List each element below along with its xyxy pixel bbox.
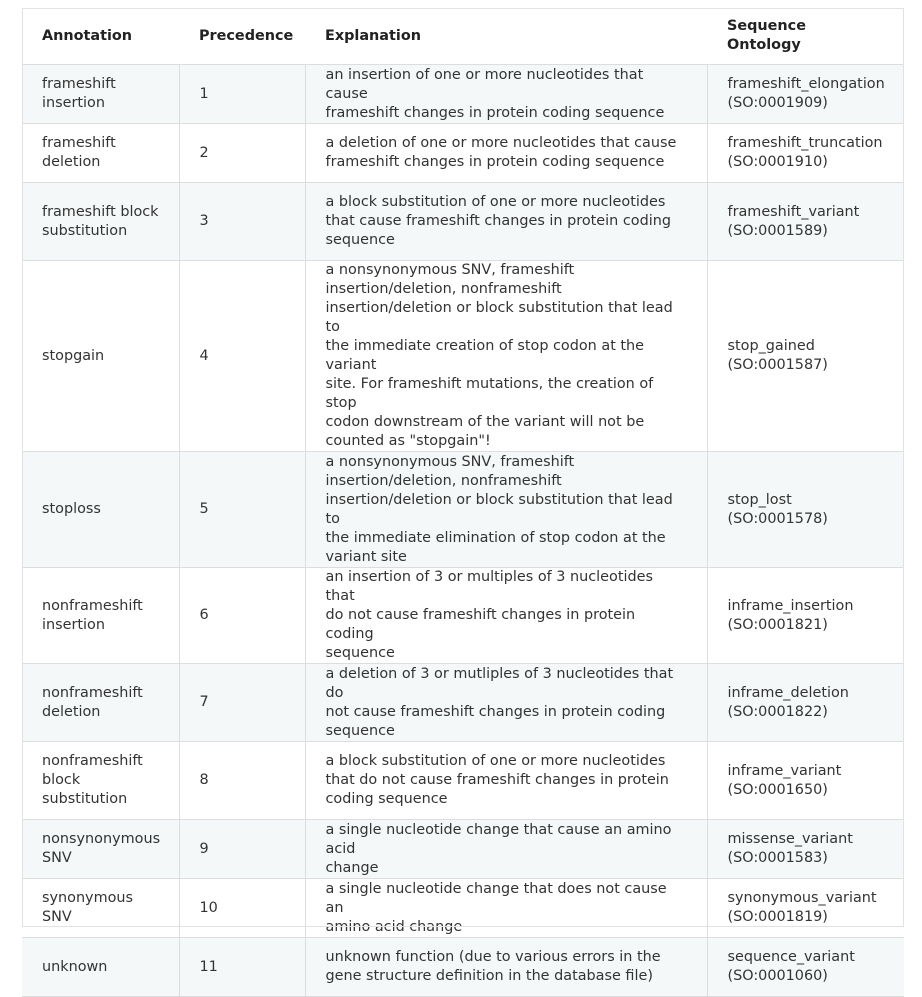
table-row	[22, 452, 904, 568]
annotation-cell-line: SNV	[42, 909, 72, 925]
precedence-cell	[179, 820, 305, 879]
explanation-cell-line: a block substitution of one or more nucleotides	[325, 194, 666, 210]
sequence-ontology-cell	[707, 65, 904, 124]
sequence-ontology-cell	[707, 124, 904, 183]
annotation-cell	[22, 261, 179, 452]
explanation-cell-line: unknown function (due to various errors in the	[325, 949, 661, 965]
precedence-cell	[179, 261, 305, 452]
sequence-ontology-cell	[707, 742, 904, 820]
sequence-ontology-cell	[707, 938, 904, 997]
sequence-ontology-cell-line: stop_gained	[727, 338, 815, 354]
sequence-ontology-cell-line: frameshift_truncation	[727, 135, 883, 151]
precedence-cell-value: 7	[199, 694, 209, 710]
precedence-cell-value: 11	[199, 958, 218, 975]
table-row	[22, 742, 904, 820]
explanation-cell	[305, 879, 707, 938]
explanation-cell-line: sequence	[325, 232, 395, 248]
annotation-cell-line: block	[42, 772, 81, 788]
explanation-cell-line: that do not cause frameshift changes in protein	[325, 772, 669, 788]
sequence-ontology-cell	[707, 183, 904, 261]
explanation-cell-line: amino acid change	[325, 918, 463, 935]
header-explanation: Explanation	[305, 8, 707, 65]
annotation-cell	[22, 879, 179, 938]
sequence-ontology-cell-line: (SO:0001589)	[727, 222, 828, 239]
sequence-ontology-cell	[707, 452, 904, 568]
explanation-cell-line: a block substitution of one or more nucleotides	[325, 753, 666, 769]
annotation-table	[22, 8, 904, 997]
explanation-cell-line: frameshift changes in protein coding sequence	[325, 154, 665, 170]
sequence-ontology-cell	[707, 820, 904, 879]
explanation-cell	[305, 664, 707, 742]
sequence-ontology-cell-line: (SO:0001060)	[727, 968, 828, 984]
annotation-cell-line: stopgain	[42, 347, 105, 364]
precedence-cell-value: 4	[199, 347, 209, 364]
sequence-ontology-cell-line: (SO:0001909)	[727, 95, 828, 111]
explanation-cell-line: the immediate creation of stop codon at the variant	[325, 338, 645, 373]
precedence-cell	[179, 664, 305, 742]
precedence-cell	[179, 452, 305, 568]
table-row	[22, 664, 904, 742]
explanation-cell-line: insertion/deletion, nonframeshift	[325, 281, 562, 297]
table-row	[22, 65, 904, 124]
explanation-cell-line: insertion/deletion or block substitution that lead to	[325, 300, 673, 335]
annotation-table-container	[22, 8, 904, 997]
explanation-cell-line: a deletion of 3 or mutliples of 3 nucleotides that do	[325, 665, 674, 701]
precedence-cell	[179, 183, 305, 261]
explanation-cell	[305, 568, 707, 664]
sequence-ontology-cell-line: (SO:0001821)	[727, 616, 828, 633]
annotation-cell-line: nonframeshift	[42, 597, 143, 614]
explanation-cell-line: a deletion of one or more nucleotides that cause	[325, 135, 677, 151]
annotation-cell-line: insertion	[42, 95, 105, 111]
sequence-ontology-cell-line: (SO:0001578)	[727, 510, 828, 527]
sequence-ontology-cell-line: (SO:0001583)	[727, 850, 828, 866]
annotation-cell-line: nonframeshift	[42, 684, 143, 701]
explanation-cell-line: gene structure definition in the database file)	[325, 968, 653, 984]
annotation-cell	[22, 820, 179, 879]
table-row	[22, 124, 904, 183]
annotation-cell-line: deletion	[42, 703, 101, 720]
annotation-cell	[22, 568, 179, 664]
precedence-cell	[179, 938, 305, 997]
sequence-ontology-cell-line: frameshift_elongation	[727, 76, 885, 92]
annotation-cell-line: nonframeshift	[42, 753, 143, 769]
explanation-cell-line: a nonsynonymous SNV, frameshift	[325, 262, 575, 278]
annotation-cell-line: nonsynonymous	[42, 831, 161, 847]
annotation-cell	[22, 183, 179, 261]
header-row	[22, 8, 904, 65]
table-body	[22, 65, 904, 997]
explanation-cell-line: insertion/deletion or block substitution that lead to	[325, 491, 673, 527]
precedence-cell-value: 9	[199, 840, 209, 857]
explanation-cell-line: not cause frameshift changes in protein coding	[325, 703, 666, 720]
sequence-ontology-cell-line: (SO:0001822)	[727, 703, 828, 720]
precedence-cell	[179, 65, 305, 124]
precedence-cell-value: 1	[199, 85, 209, 102]
annotation-cell-line: unknown	[42, 958, 108, 975]
annotation-cell	[22, 124, 179, 183]
annotation-cell-line: synonymous	[42, 890, 134, 906]
annotation-cell-line: stoploss	[42, 501, 101, 517]
sequence-ontology-cell-line: stop_lost	[727, 491, 792, 508]
explanation-cell-line: do not cause frameshift changes in protein coding	[325, 607, 636, 642]
explanation-cell-line: site. For frameshift mutations, the creation of stop	[325, 376, 654, 411]
annotation-cell-line: frameshift	[42, 76, 116, 92]
explanation-cell-line: counted as "stopgain"!	[325, 433, 491, 449]
table-header	[22, 8, 904, 65]
precedence-cell-value: 3	[199, 213, 209, 229]
sequence-ontology-cell	[707, 664, 904, 742]
explanation-cell-line: insertion/deletion, nonframeshift	[325, 472, 562, 489]
sequence-ontology-cell-line: frameshift_variant	[727, 203, 860, 220]
sequence-ontology-cell-line: (SO:0001587)	[727, 357, 828, 373]
sequence-ontology-cell-line: (SO:0001650)	[727, 781, 828, 798]
precedence-cell	[179, 124, 305, 183]
explanation-cell	[305, 124, 707, 183]
sequence-ontology-cell-line: missense_variant	[727, 831, 853, 847]
annotation-cell	[22, 664, 179, 742]
explanation-cell-line: a nonsynonymous SNV, frameshift	[325, 453, 575, 470]
sequence-ontology-cell-line: (SO:0001910)	[727, 154, 828, 170]
explanation-cell-line: change	[325, 859, 379, 876]
precedence-cell-value: 6	[199, 607, 209, 623]
header-annotation: Annotation	[22, 8, 179, 65]
precedence-cell	[179, 568, 305, 664]
sequence-ontology-cell-line: inframe_insertion	[727, 597, 854, 614]
explanation-cell	[305, 183, 707, 261]
explanation-cell	[305, 742, 707, 820]
annotation-cell-line: frameshift	[42, 135, 116, 151]
annotation-cell-line: deletion	[42, 154, 101, 170]
precedence-cell-value: 5	[199, 501, 209, 517]
annotation-cell-line: insertion	[42, 616, 105, 633]
explanation-cell-line: sequence	[325, 645, 395, 661]
table-row	[22, 261, 904, 452]
sequence-ontology-cell-line: inframe_variant	[727, 762, 842, 779]
annotation-cell	[22, 742, 179, 820]
annotation-cell	[22, 65, 179, 124]
sequence-ontology-cell-line: sequence_variant	[727, 949, 855, 965]
explanation-cell-line: an insertion of 3 or multiples of 3 nucleotides that	[325, 569, 653, 604]
explanation-cell	[305, 65, 707, 124]
precedence-cell	[179, 742, 305, 820]
sequence-ontology-cell-line: (SO:0001819)	[727, 909, 828, 925]
explanation-cell	[305, 820, 707, 879]
precedence-cell-value: 2	[199, 144, 209, 161]
explanation-cell-line: an insertion of one or more nucleotides that cause	[325, 66, 644, 102]
precedence-cell	[179, 879, 305, 938]
explanation-cell-line: a single nucleotide change that cause an amino acid	[325, 821, 672, 857]
explanation-cell	[305, 938, 707, 997]
annotation-cell-line: substitution	[42, 222, 128, 239]
sequence-ontology-cell-line: synonymous_variant	[727, 890, 877, 906]
sequence-ontology-cell-line: inframe_deletion	[727, 684, 849, 701]
explanation-cell-line: codon downstream of the variant will not be	[325, 414, 645, 430]
annotation-cell-line: SNV	[42, 850, 72, 866]
explanation-cell-line: variant site	[325, 548, 407, 565]
explanation-cell-line: the immediate elimination of stop codon at the	[325, 529, 666, 546]
sequence-ontology-cell	[707, 568, 904, 664]
explanation-cell-line: sequence	[325, 722, 395, 739]
annotation-cell	[22, 452, 179, 568]
annotation-cell	[22, 938, 179, 997]
precedence-cell-value: 10	[199, 899, 218, 916]
table-row	[22, 568, 904, 664]
explanation-cell-line: that cause frameshift changes in protein coding	[325, 213, 671, 229]
header-precedence: Precedence	[179, 8, 305, 65]
annotation-cell-line: frameshift block	[42, 203, 159, 220]
explanation-cell-line: frameshift changes in protein coding sequence	[325, 104, 665, 121]
explanation-cell-line: a single nucleotide change that does not cause an	[325, 880, 667, 916]
sequence-ontology-cell	[707, 879, 904, 938]
explanation-cell	[305, 452, 707, 568]
table-row	[22, 938, 904, 997]
annotation-cell-line: substitution	[42, 791, 128, 807]
sequence-ontology-cell	[707, 261, 904, 452]
explanation-cell-line: coding sequence	[325, 791, 448, 807]
table-row	[22, 183, 904, 261]
explanation-cell	[305, 261, 707, 452]
precedence-cell-value: 8	[199, 772, 209, 788]
table-row	[22, 820, 904, 879]
header-sequence-ontology: Sequence Ontology	[707, 8, 904, 65]
table-row	[22, 879, 904, 938]
